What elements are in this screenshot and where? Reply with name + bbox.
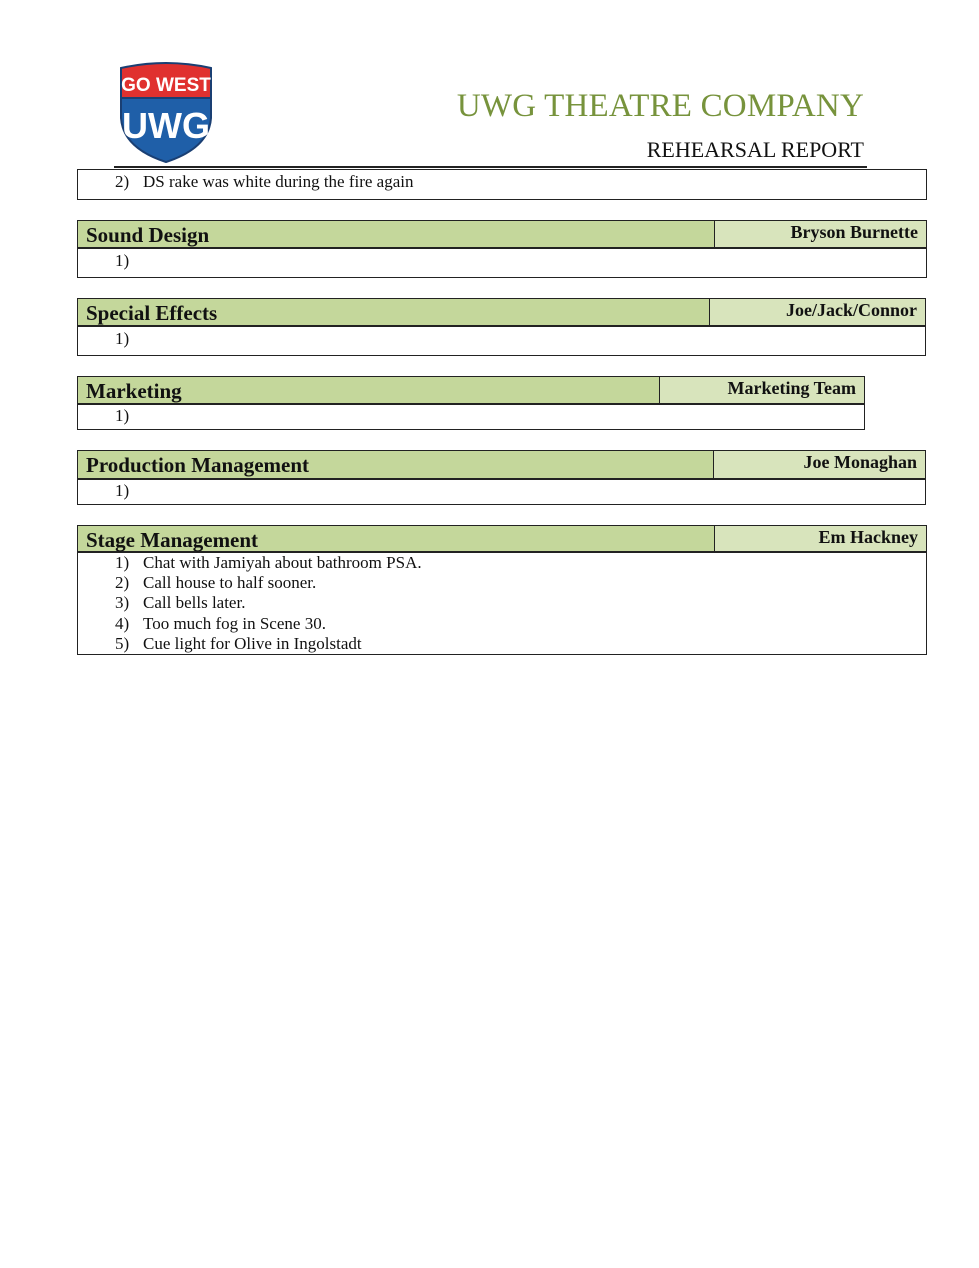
item-number: 1) — [115, 553, 130, 572]
section-header-marketing — [77, 376, 865, 404]
section-notes-production-management — [77, 479, 926, 505]
section-title: Marketing — [86, 379, 182, 403]
logo-top-text: GO WEST — [121, 75, 211, 96]
item-text: Too much fog in Scene 30. — [143, 613, 326, 633]
company-title: UWG THEATRE COMPANY — [456, 88, 864, 124]
item-number: 1) — [115, 406, 130, 425]
item-text: Call house to half sooner. — [143, 573, 317, 593]
section-lead-cell — [659, 377, 864, 403]
section-lead-cell — [713, 451, 925, 478]
section-header-sound-design — [77, 220, 927, 248]
report-subtitle: REHEARSAL REPORT — [646, 137, 864, 162]
section-title: Sound Design — [86, 223, 210, 247]
section-lead-cell — [714, 221, 926, 247]
section-notes-stage-management — [77, 552, 927, 655]
section-notes-marketing — [77, 404, 865, 430]
continued-notes-box — [77, 169, 927, 200]
item-number: 2) — [115, 573, 130, 593]
item-number: 4) — [115, 613, 130, 633]
section-header-special-effects — [77, 298, 926, 326]
section-title: Special Effects — [86, 301, 218, 325]
section-notes-sound-design — [77, 248, 927, 278]
section-title: Production Management — [86, 453, 310, 477]
item-text: Chat with Jamiyah about bathroom PSA. — [143, 553, 422, 572]
item-number: 3) — [115, 593, 130, 613]
section-header-stage-management — [77, 525, 927, 552]
item-text: Call bells later. — [143, 593, 246, 613]
section-lead-cell — [709, 299, 925, 325]
uwg-go-west-logo — [117, 60, 215, 164]
section-lead: Em Hackney — [818, 527, 918, 547]
item-number: 1) — [115, 251, 130, 270]
section-header-production-management — [77, 450, 926, 479]
item-number: 5) — [115, 633, 130, 653]
section-notes-special-effects — [77, 326, 926, 356]
section-lead-cell — [714, 526, 926, 551]
section-title: Stage Management — [86, 528, 259, 552]
item-number: 1) — [115, 481, 130, 500]
item-number: 2) — [115, 172, 130, 191]
section-lead: Joe Monaghan — [803, 452, 917, 472]
header-divider — [114, 166, 867, 168]
item-number: 1) — [115, 329, 130, 348]
section-lead: Marketing Team — [727, 378, 856, 398]
item-text: Cue light for Olive in Ingolstadt — [143, 633, 362, 653]
section-lead: Joe/Jack/Connor — [785, 300, 917, 320]
section-lead: Bryson Burnette — [790, 222, 918, 242]
item-text: DS rake was white during the fire again — [143, 172, 414, 191]
logo-main-text: UWG — [122, 105, 210, 146]
